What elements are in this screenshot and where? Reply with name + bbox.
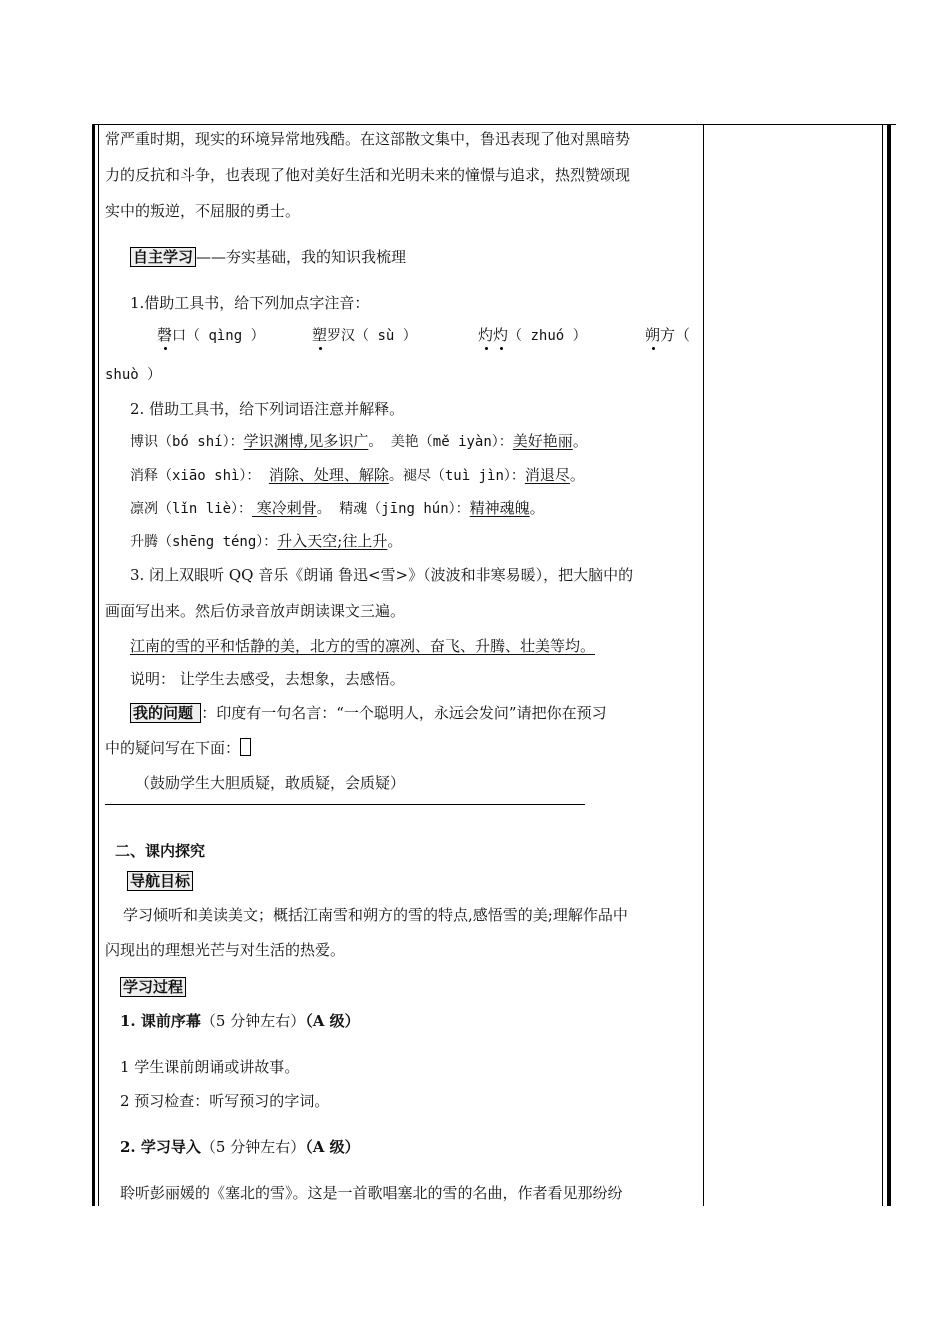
- dotted-char: 磬: [157, 326, 173, 344]
- nav-goal-tag: 导航目标: [127, 871, 193, 891]
- teacher-note: 说明： 让学生去感受，去想象，去感悟。: [130, 670, 405, 688]
- my-question-row: 我的问题 ：印度有一句名言：“一个聪明人，永远会发问”请把你在预习: [130, 702, 607, 723]
- intro-line-2: 力的反抗和斗争，也表现了他对美好生活和光明未来的憧憬与追求，热烈赞颂现: [105, 166, 631, 184]
- self-study-heading: [130, 246, 406, 267]
- goal-line-1: 学习倾听和美读美文；概括江南雪和朔方的雪的特点,感悟雪的美;理解作品中: [123, 906, 628, 924]
- question-1: 1.借助工具书，给下列加点字注音：: [130, 294, 370, 312]
- table-left-border-thin: [98, 124, 99, 1206]
- step-1-item-1: 1 学生课前朗诵或讲故事。: [120, 1058, 300, 1076]
- my-question-tag: 我的问题: [130, 703, 201, 723]
- answer-box: [240, 738, 251, 756]
- step-2-text: 聆听彭丽媛的《塞北的雪》。这是一首歌唱塞北的雪的名曲，作者看见那纷纷: [120, 1184, 623, 1202]
- word-row-3: 凛冽（lǐn liè）： 寒冷刺骨。 精魂（jīng hún）：精神魂魄。: [130, 499, 545, 517]
- encourage-note: （鼓励学生大胆质疑，敢质疑，会质疑）: [135, 774, 406, 792]
- question-3-line-2: 画面写出来。然后仿录音放声朗读课文三遍。: [105, 602, 406, 620]
- answer-text: 学识渊博,见多识广: [243, 432, 369, 450]
- dotted-char: 灼: [493, 326, 509, 344]
- answer-text: 寒冷刺骨: [252, 499, 317, 517]
- step-1-heading: 1. 课前序幕（5 分钟左右）（A 级）: [120, 1012, 360, 1030]
- dotted-char: 塑: [312, 326, 328, 344]
- answer-text: 精神魂魄: [469, 499, 530, 517]
- self-study-tag: 自主学习: [130, 247, 196, 267]
- answer-text: 消除、处理、解除: [268, 466, 389, 484]
- table-right-border-thin: [882, 124, 883, 1206]
- process-heading: [120, 976, 186, 997]
- table-right-border-thick: [887, 124, 891, 1206]
- pinyin-item-4: 朔方（: [645, 326, 691, 344]
- nav-goal-heading: [127, 870, 193, 891]
- my-question-row-2: 中的疑问写在下面：: [105, 737, 251, 758]
- word-row-1: 博识（bó shí）：学识渊博,见多识广。 美艳（mě iyàn）：美好艳丽。: [130, 432, 588, 450]
- answer-blank-line: [105, 804, 585, 805]
- pinyin-item-1: 磬口（ qìng ）: [157, 326, 265, 344]
- answer-text: 消退尽: [524, 466, 570, 484]
- question-3-answer: 江南的雪的平和恬静的美，北方的雪的凛冽、奋飞、升腾、壮美等均。: [130, 637, 596, 655]
- pinyin-item-3: 灼灼（ zhuó ）: [478, 326, 587, 344]
- word-row-4: 升腾（shēng téng）：升入天空;往上升。: [130, 532, 403, 550]
- goal-line-2: 闪现出的理想光芒与对生活的热爱。: [105, 941, 346, 959]
- table-left-border-thick: [92, 124, 95, 1206]
- question-3-line-1: 3. 闭上双眼听 QQ 音乐《朗诵 鲁迅<雪>》（波波和非寒易暖），把大脑中的: [130, 566, 634, 584]
- process-tag: 学习过程: [120, 977, 186, 997]
- answer-text: 美好艳丽: [512, 432, 573, 450]
- self-study-tagline: ——夯实基础，我的知识我梳理: [196, 248, 407, 266]
- table-top-border: [92, 124, 896, 125]
- section-2-title: 二、课内探究: [115, 842, 206, 860]
- table-column-divider: [703, 124, 704, 1206]
- step-1-item-2: 2 预习检查：听写预习的字词。: [120, 1092, 330, 1110]
- pinyin-item-2: 塑罗汉（ sù ）: [312, 326, 417, 344]
- word-row-2: 消释（xiāo shì）： 消除、处理、解除。褪尽（tuì jìn）：消退尽。: [130, 466, 585, 484]
- intro-line-1: 常严重时期，现实的环境异常地残酷。在这部散文集中，鲁迅表现了他对黑暗势: [105, 130, 631, 148]
- dotted-char: 灼: [478, 326, 494, 344]
- step-2-heading: 2. 学习导入（5 分钟左右）（A 级）: [120, 1138, 360, 1156]
- intro-line-3: 实中的叛逆，不屈服的勇士。: [105, 202, 301, 220]
- question-2: 2. 借助工具书，给下列词语注意并解释。: [130, 400, 405, 418]
- pinyin-item-4-tail: shuò ）: [105, 367, 162, 383]
- dotted-char: 朔: [645, 326, 661, 344]
- answer-text: 升入天空;往上升: [277, 532, 388, 550]
